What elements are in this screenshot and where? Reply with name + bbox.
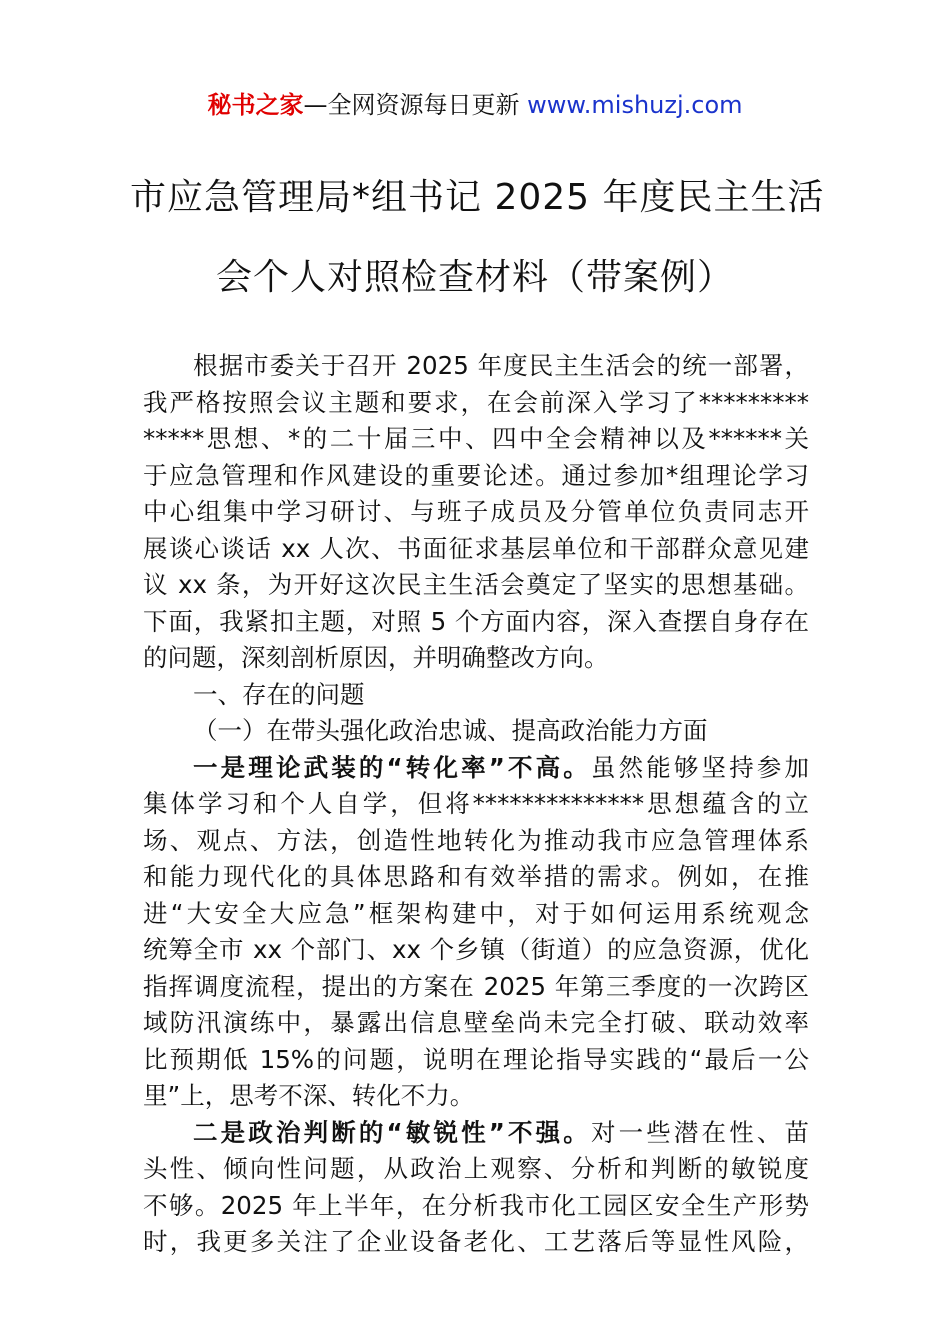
title-line-2: 会个人对照检查材料（带案例） (215, 257, 734, 298)
text-line: 里”上，思考不深、转化不力。 (143, 1081, 475, 1110)
text-line: 不够。2025 年上半年，在分析我市化工园区安全生产形势 (143, 1190, 809, 1220)
subsection-heading: （一）在带头强化政治忠诚、提高政治能力方面 (193, 716, 708, 745)
header-tagline: —全网资源每日更新 (303, 91, 528, 119)
text-line: 和能力现代化的具体思路和有效举措的需求。例如，在推 (143, 862, 809, 891)
text-line: *****思想、*的二十届三中、四中全会精神以及******关 (143, 424, 809, 453)
text-line: 场、观点、方法，创造性地转化为推动我市应急管理体系 (143, 825, 809, 855)
text-line: 头性、倾向性问题，从政治上观察、分析和判断的敏锐度 (143, 1154, 809, 1183)
text-line: 统筹全市 xx 个部门、xx 个乡镇（街道）的应急资源，优化 (143, 935, 809, 964)
text-line: 集体学习和个人自学，但将**************思想蕴含的立 (143, 789, 809, 818)
section-heading: 一、存在的问题 (193, 679, 365, 709)
title-line-1: 市应急管理局*组书记 2025 年度民主生活 (130, 177, 825, 218)
paragraph-lead (143, 750, 809, 787)
document-body (143, 348, 809, 1261)
text-line: 中心组集中学习研讨、与班子成员及分管单位负责同志开 (143, 497, 809, 526)
text-line: 比预期低 15%的问题，说明在理论指导实践的“最后一公 (143, 1044, 809, 1074)
text-line: 下面，我紧扣主题，对照 5 个方面内容，深入查摆自身存在 (143, 606, 809, 636)
text-line: 我严格按照会议主题和要求，在会前深入学习了********* (143, 387, 809, 417)
text-line: 于应急管理和作风建设的重要论述。通过参加*组理论学习 (143, 460, 809, 490)
paragraph-lead (143, 1115, 809, 1152)
text-line: 展谈心谈话 xx 人次、书面征求基层单位和干部群众意见建 (143, 533, 809, 563)
point-heading: 一是理论武装的“转化率”不高。 (193, 752, 591, 782)
text-line: 根据市委关于召开 2025 年度民主生活会的统一部署， (193, 351, 809, 380)
text-line: 的问题，深刻剖析原因，并明确整改方向。 (143, 643, 609, 672)
lead-text: 虽然能够坚持参加 (590, 752, 810, 782)
document-title (130, 158, 825, 318)
brand-name: 秘书之家 (207, 91, 304, 119)
lead-text: 对一些潜在性、苗 (590, 1117, 810, 1147)
site-url[interactable]: www.mishuzj.com (527, 91, 743, 119)
text-line: 指挥调度流程，提出的方案在 2025 年第三季度的一次跨区 (143, 971, 809, 1001)
text-line: 进“大安全大应急”框架构建中，对于如何运用系统观念 (143, 898, 809, 928)
point-heading: 二是政治判断的“敏锐性”不强。 (193, 1117, 591, 1147)
text-line: 时，我更多关注了企业设备老化、工艺落后等显性风险， (143, 1227, 809, 1256)
text-line: 议 xx 条，为开好这次民主生活会奠定了坚实的思想基础。 (143, 570, 809, 599)
text-line: 域防汛演练中，暴露出信息壁垒尚未完全打破、联动效率 (143, 1008, 809, 1037)
site-header (0, 88, 950, 122)
